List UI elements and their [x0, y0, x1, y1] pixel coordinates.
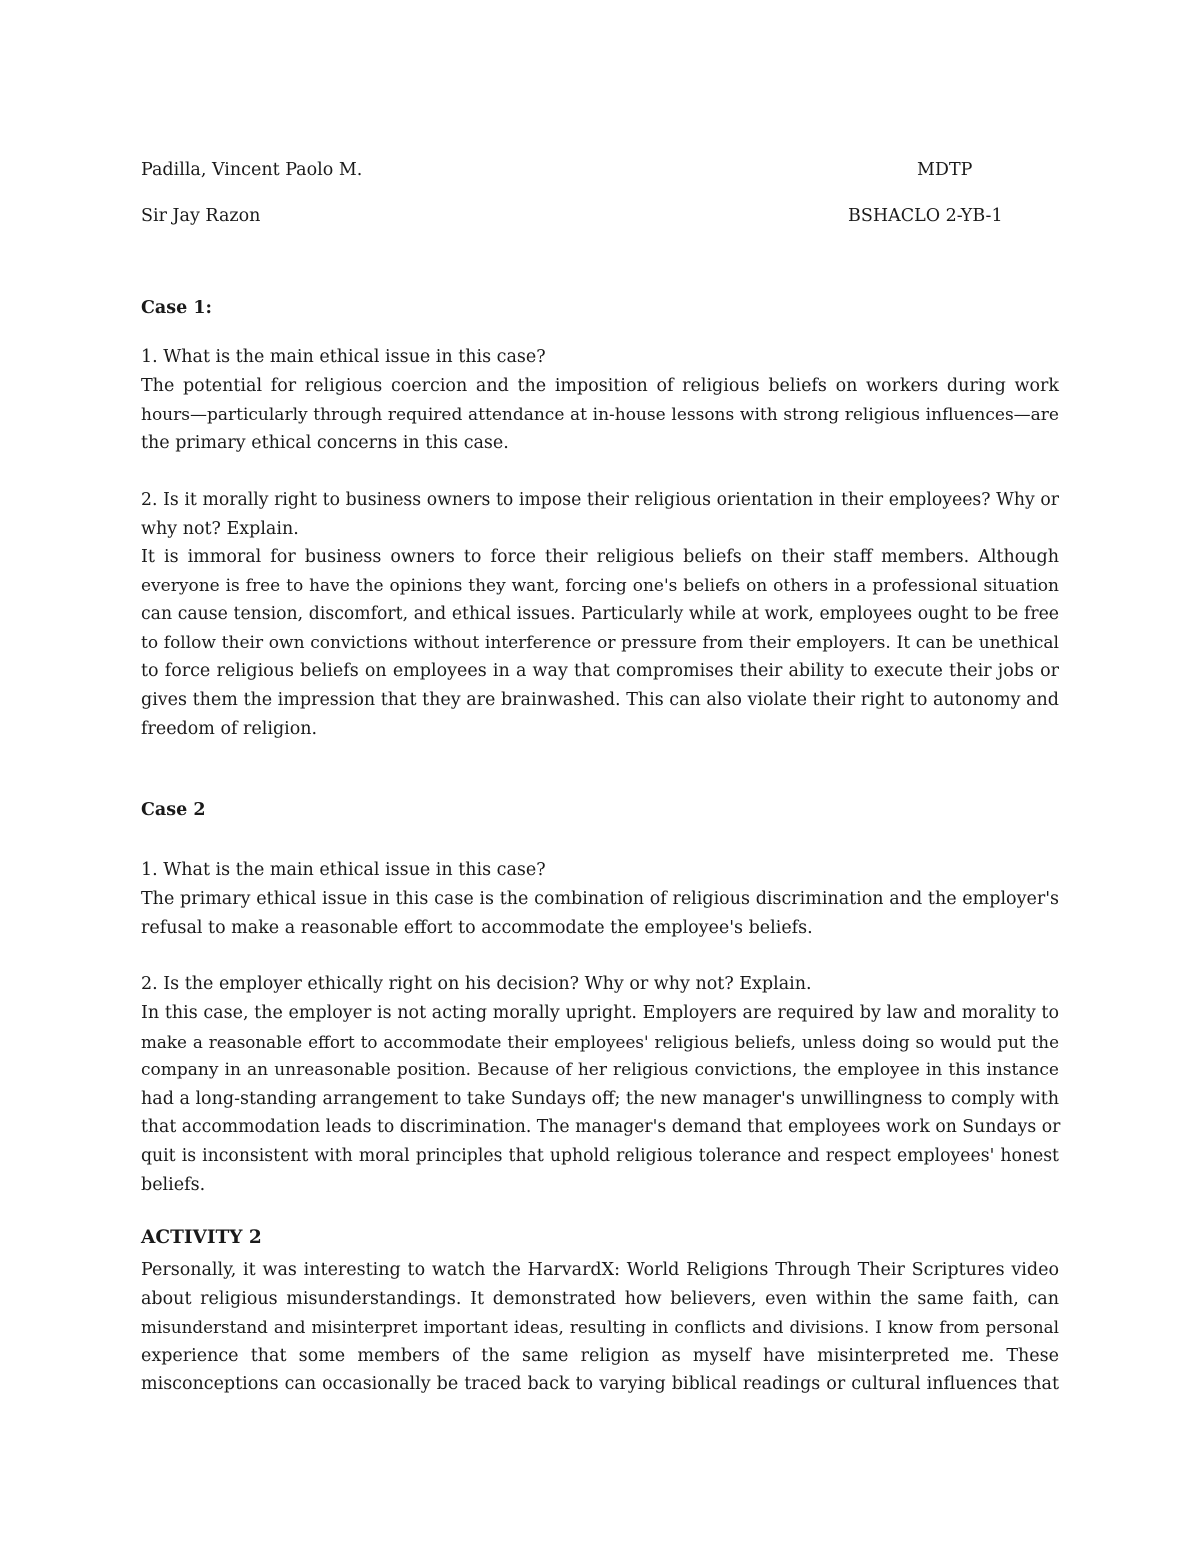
header-row-1	[141, 160, 1061, 188]
activity2-paragraph	[141, 1256, 1059, 1399]
case2-question-2: 2. Is the employer ethically right on his decision? Why or why not? Explain.	[141, 974, 812, 994]
paragraph-line: The potential for religious coercion and the imposition of religious beliefs on workers during work	[141, 376, 1059, 396]
case1-answer-1	[141, 372, 1059, 458]
paragraph-line: can cause tension, discomfort, and ethical issues. Particularly while at work, employees ought to be free	[141, 604, 1059, 625]
paragraph-line: gives them the impression that they are brainwashed. This can also violate their right to autonomy and	[141, 689, 1059, 710]
paragraph-line: company in an unreasonable position. Because of her religious convictions, the employee in this instance	[141, 1060, 1059, 1081]
paragraph-line: to force religious beliefs on employees in a way that compromises their ability to execute their jobs or	[141, 661, 1059, 682]
header-row-2	[141, 206, 1061, 234]
case2-answer-1	[141, 885, 1059, 942]
paragraph-line: about religious misunderstandings. It demonstrated how believers, even within the same faith, can	[141, 1288, 1059, 1309]
paragraph-line: experience that some members of the same religion as myself have misinterpreted me. These	[141, 1345, 1059, 1366]
paragraph-line: quit is inconsistent with moral principles that uphold religious tolerance and respect employees' honest	[141, 1145, 1059, 1166]
paragraph-line: The primary ethical issue in this case is the combination of religious discrimination and the employer's	[141, 889, 1059, 909]
student-name: Padilla, Vincent Paolo M.	[141, 160, 363, 180]
paragraph-line: the primary ethical concerns in this case.	[141, 433, 509, 454]
paragraph-line: misunderstand and misinterpret important ideas, resulting in conflicts and divisions. I know from personal	[141, 1317, 1059, 1338]
case1-answer-2	[141, 543, 1059, 743]
paragraph-line: 2. Is it morally right to business owners to impose their religious orientation in their employees? Why or	[141, 490, 1059, 510]
paragraph-line: It is immoral for business owners to force their religious beliefs on their staff members. Although	[141, 547, 1059, 567]
case2-question-1: 1. What is the main ethical issue in this case?	[141, 860, 546, 880]
paragraph-line: make a reasonable effort to accommodate their employees' religious beliefs, unless doing so would put the	[141, 1031, 1059, 1052]
case2-answer-2	[141, 999, 1059, 1199]
section-code: BSHACLO 2-YB-1	[848, 206, 1003, 226]
paragraph-line: why not? Explain.	[141, 518, 299, 539]
paragraph-line: In this case, the employer is not acting morally upright. Employers are required by law and morality to	[141, 1003, 1059, 1023]
paragraph-line: beliefs.	[141, 1174, 206, 1195]
case1-question-1: 1. What is the main ethical issue in this case?	[141, 347, 546, 367]
paragraph-line: refusal to make a reasonable effort to accommodate the employee's beliefs.	[141, 917, 813, 938]
paragraph-line: hours—particularly through required attendance at in-house lessons with strong religious influences—are	[141, 404, 1059, 425]
paragraph-line: everyone is free to have the opinions they want, forcing one's beliefs on others in a professional situation	[141, 575, 1059, 596]
paragraph-line: to follow their own convictions without interference or pressure from their employers. It can be unethical	[141, 632, 1059, 653]
paragraph-line: misconceptions can occasionally be traced back to varying biblical readings or cultural influences that	[141, 1374, 1059, 1395]
teacher-name: Sir Jay Razon	[141, 206, 261, 226]
paragraph-line: that accommodation leads to discrimination. The manager's demand that employees work on Sundays or	[141, 1117, 1061, 1138]
case2-heading: Case 2	[141, 800, 206, 820]
paragraph-line: Personally, it was interesting to watch the HarvardX: World Religions Through Their Scriptures video	[141, 1260, 1059, 1280]
activity2-heading: ACTIVITY 2	[141, 1227, 262, 1248]
paragraph-line: freedom of religion.	[141, 718, 318, 739]
paragraph-line: had a long-standing arrangement to take Sundays off; the new manager's unwillingness to comply with	[141, 1088, 1060, 1109]
case1-heading: Case 1:	[141, 298, 212, 318]
case1-question-2	[141, 486, 1059, 543]
subject-code: MDTP	[917, 160, 973, 180]
